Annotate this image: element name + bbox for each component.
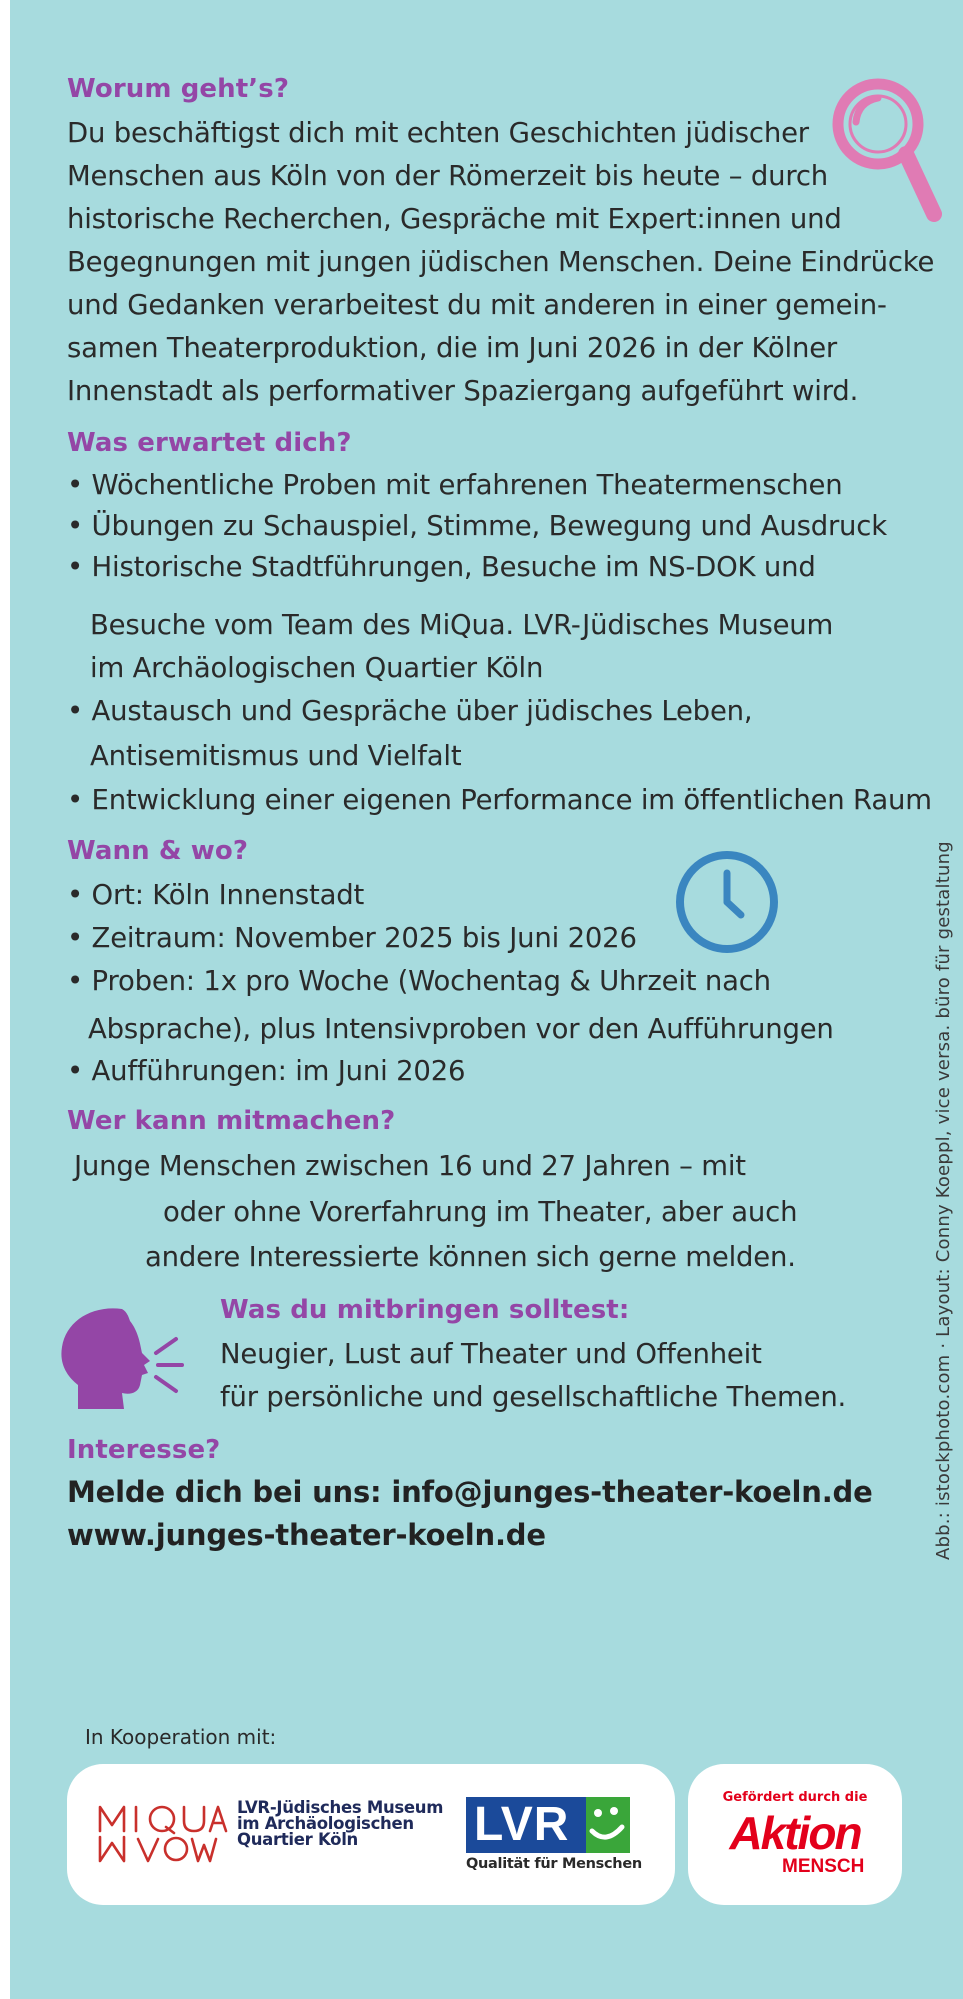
mitbringen-line: Neugier, Lust auf Theater und Offenheit xyxy=(220,1338,762,1370)
lvr-logo-text: LVR xyxy=(474,1798,570,1851)
miqua-name-line: LVR-Jüdisches Museum xyxy=(237,1798,444,1817)
aktion-mensch-logo: Aktion xyxy=(729,1807,861,1859)
erwartet-item: • Austausch und Gespräche über jüdisches Leben, xyxy=(67,695,753,727)
website-link[interactable]: www.junges-theater-koeln.de xyxy=(67,1518,546,1552)
wer-line: Junge Menschen zwischen 16 und 27 Jahren – mit xyxy=(74,1150,746,1182)
speaking-head-icon xyxy=(58,1303,184,1413)
erwartet-item-cont: Besuche vom Team des MiQua. LVR-Jüdisches Museum xyxy=(90,609,834,641)
worum-line: Begegnungen mit jungen jüdischen Menschen. Deine Eindrücke xyxy=(67,246,935,278)
erwartet-item: • Entwicklung einer eigenen Performance im öffentlichen Raum xyxy=(67,784,932,816)
heading-erwartet: Was erwartet dich? xyxy=(67,428,352,458)
erwartet-item-cont: Antisemitismus und Vielfalt xyxy=(90,740,462,772)
sponsor-label: Gefördert durch die xyxy=(722,1790,868,1805)
erwartet-item: • Historische Stadtführungen, Besuche im NS-DOK und xyxy=(67,551,816,583)
heading-wer: Wer kann mitmachen? xyxy=(67,1106,396,1136)
erwartet-item-cont: im Archäologischen Quartier Köln xyxy=(90,652,544,684)
lvr-logo xyxy=(466,1797,630,1853)
wer-line: andere Interessierte können sich gerne melden. xyxy=(145,1241,796,1273)
worum-line: und Gedanken verarbeitest du mit anderen in einer gemein- xyxy=(67,289,887,321)
heading-worum: Worum geht’s? xyxy=(67,74,290,104)
miqua-name-line: im Archäologischen xyxy=(237,1814,414,1833)
heading-interesse: Interesse? xyxy=(67,1435,221,1465)
aktion-mensch-sub: MENSCH xyxy=(782,1856,865,1877)
image-credit: Abb.: istockphoto.com · Layout: Conny Koeppl, vice versa. büro für gestaltung xyxy=(933,841,954,1560)
wann-item: • Ort: Köln Innenstadt xyxy=(67,879,365,911)
wann-item: • Zeitraum: November 2025 bis Juni 2026 xyxy=(67,922,637,954)
heading-mitbringen: Was du mitbringen solltest: xyxy=(220,1295,630,1325)
mitbringen-line: für persönliche und gesellschaftliche Themen. xyxy=(220,1381,847,1413)
miqua-name xyxy=(237,1800,443,1848)
worum-line: samen Theaterproduktion, die im Juni 2026 in der Kölner xyxy=(67,332,838,364)
wer-line: oder ohne Vorerfahrung im Theater, aber auch xyxy=(163,1196,798,1228)
cooperation-label: In Kooperation mit: xyxy=(85,1725,277,1749)
erwartet-item: • Wöchentliche Proben mit erfahrenen Theatermenschen xyxy=(67,469,843,501)
wann-item-cont: Absprache), plus Intensivproben vor den Aufführungen xyxy=(88,1013,834,1045)
worum-line: Du beschäftigst dich mit echten Geschichten jüdischer xyxy=(67,117,809,149)
lvr-logo-face-icon xyxy=(586,1797,630,1853)
magnifier-icon xyxy=(826,72,944,232)
worum-line: Menschen aus Köln von der Römerzeit bis heute – durch xyxy=(67,160,829,192)
wann-item: • Aufführungen: im Juni 2026 xyxy=(67,1055,466,1087)
worum-line: historische Recherchen, Gespräche mit Expert:innen und xyxy=(67,203,842,235)
worum-paragraph xyxy=(67,112,934,413)
contact-email[interactable]: Melde dich bei uns: info@junges-theater-koeln.de xyxy=(67,1475,873,1509)
miqua-logo xyxy=(96,1803,228,1865)
clock-icon xyxy=(674,849,780,955)
heading-wann: Wann & wo? xyxy=(67,836,249,866)
lvr-tagline: Qualität für Menschen xyxy=(466,1856,642,1872)
worum-line: Innenstadt als performativer Spaziergang aufgeführt wird. xyxy=(67,375,859,407)
erwartet-item: • Übungen zu Schauspiel, Stimme, Bewegung und Ausdruck xyxy=(67,510,887,542)
wann-item: • Proben: 1x pro Woche (Wochentag & Uhrzeit nach xyxy=(67,965,771,997)
miqua-name-line: Quartier Köln xyxy=(237,1830,358,1849)
lvr-face-icon xyxy=(586,1797,630,1853)
